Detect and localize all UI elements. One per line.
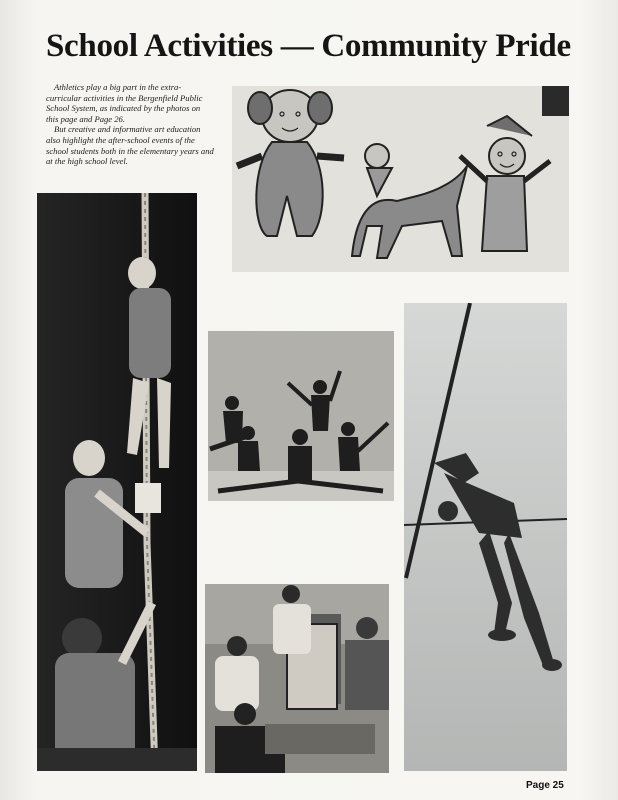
- dance-group-photo: [208, 331, 394, 501]
- page-number: Page 25: [526, 780, 564, 791]
- art-class-illustration: [205, 584, 389, 773]
- page-title: School Activities — Community Pride: [46, 28, 571, 64]
- dance-group-illustration: [208, 331, 394, 501]
- rope-climb-photo: [37, 193, 197, 771]
- childrens-drawing-photo: [232, 86, 569, 272]
- pole-vault-photo: [404, 303, 567, 771]
- pole-vault-illustration: [404, 303, 567, 771]
- rope-climb-illustration: [37, 193, 197, 771]
- intro-text: [46, 82, 214, 167]
- intro-paragraph-1: Athletics play a big part in the extra-curricular activities in the Bergenfield Public School System, as indicated by the photos on this page and Page 26.: [46, 82, 203, 124]
- childrens-drawing-illustration: [232, 86, 569, 272]
- art-class-photo: [205, 584, 389, 773]
- intro-paragraph-2: But creative and informative art education also highlight the after-school events of the school students both in the elementary years and at the high school level.: [46, 124, 214, 167]
